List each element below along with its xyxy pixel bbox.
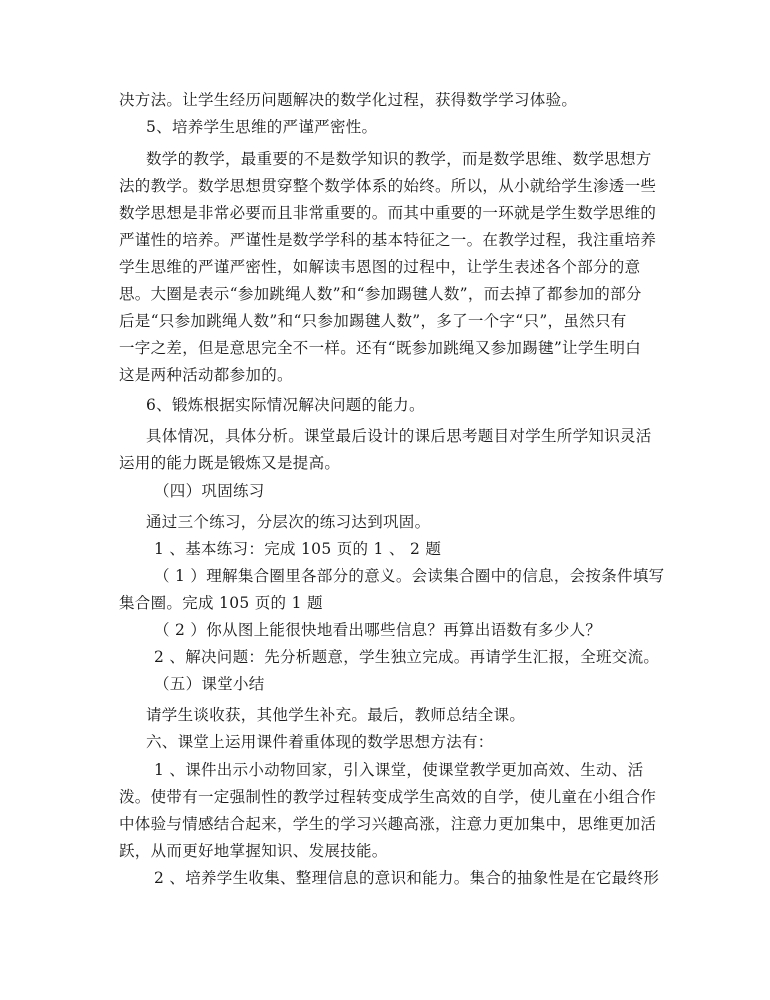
heading-section-5: （五）课堂小结 bbox=[154, 675, 265, 693]
heading-section-6: 六、课堂上运用课件着重体现的数学思想方法有： bbox=[146, 733, 494, 751]
text-line-9: 后是“只参加跳绳人数”和“只参加踢毽人数”，多了一个字“只”，虽然只有 bbox=[119, 312, 627, 330]
text-line-7: 学生思维的严谨严密性，如解读韦恩图的过程中，让学生表述各个部分的意 bbox=[119, 258, 641, 276]
text-line-23: 请学生谈收获，其他学生补充。最后，教师总结全课。 bbox=[146, 706, 526, 724]
text-line-28: 跃，从而更好地掌握知识、发展技能。 bbox=[119, 842, 388, 860]
text-line-26: 泼。使带有一定强制性的教学过程转变成学生高效的自学，使儿童在小组合作 bbox=[119, 788, 657, 806]
text-line-6: 严谨性的培养。严谨性是数学学科的基本特征之一。在教学过程，我注重培养 bbox=[119, 231, 657, 249]
text-line-5: 数学思想是非常必要而且非常重要的。而其中重要的一环就是学生数学思维的 bbox=[119, 204, 657, 222]
text-line-1: 决方法。让学生经历问题解决的数学化过程，获得数学学习体验。 bbox=[119, 91, 578, 109]
text-line-27: 中体验与情感结合起来，学生的学习兴趣高涨，注意力更加集中，思维更加活 bbox=[119, 815, 657, 833]
text-line-16: 通过三个练习，分层次的练习达到巩固。 bbox=[146, 513, 431, 531]
heading-6: 6、锻炼根据实际情况解决问题的能力。 bbox=[146, 396, 425, 414]
text-line-17: 1 、基本练习：完成 105 页的 1 、 2 题 bbox=[154, 540, 442, 558]
text-line-11: 这是两种活动都参加的。 bbox=[119, 366, 293, 384]
text-line-29: 2 、培养学生收集、整理信息的意识和能力。集合的抽象性是在它最终形 bbox=[154, 869, 660, 887]
heading-section-4: （四）巩固练习 bbox=[154, 482, 265, 500]
text-line-14: 运用的能力既是锻炼又是提高。 bbox=[119, 454, 341, 472]
text-line-13: 具体情况，具体分析。课堂最后设计的课后思考题目对学生所学知识灵活 bbox=[146, 427, 652, 445]
text-line-21: 2 、解决问题：先分析题意，学生独立完成。再请学生汇报，全班交流。 bbox=[154, 648, 660, 666]
text-line-4: 法的教学。数学思想贯穿整个数学体系的始终。所以，从小就给学生渗透一些 bbox=[119, 177, 657, 195]
text-line-10: 一字之差，但是意思完全不一样。还有“既参加跳绳又参加踢毽”让学生明白 bbox=[119, 339, 642, 357]
text-line-19: 集合圈。完成 105 页的 1 题 bbox=[119, 594, 323, 612]
text-line-25: 1 、课件出示小动物回家，引入课堂，使课堂教学更加高效、生动、活 bbox=[154, 761, 644, 779]
text-line-3: 数学的教学，最重要的不是数学知识的教学，而是数学思维、数学思想方 bbox=[146, 150, 652, 168]
text-line-18: （ 1 ）理解集合圈里各部分的意义。会读集合圈中的信息，会按条件填写 bbox=[154, 567, 665, 585]
text-line-20: （ 2 ）你从图上能很快地看出哪些信息？再算出语数有多少人？ bbox=[154, 621, 602, 639]
heading-5: 5、培养学生思维的严谨严密性。 bbox=[146, 118, 378, 136]
text-line-8: 思。大圈是表示“参加跳绳人数”和“参加踢毽人数”，而去掉了都参加的部分 bbox=[119, 285, 642, 303]
